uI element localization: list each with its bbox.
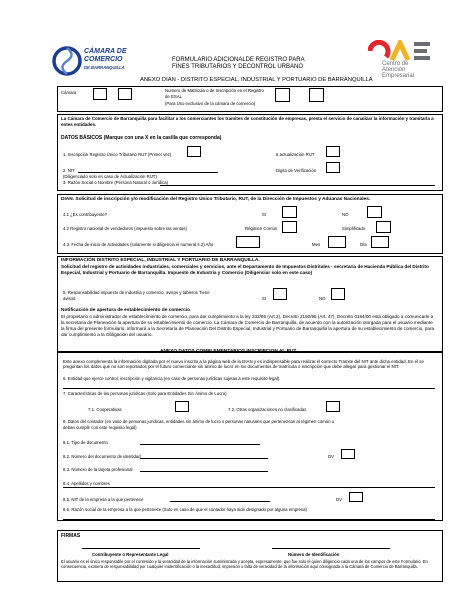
anexo-heading: ANEXO DATOS COMPLEMENTARIOS INSCRIPCION AL RUT [160,349,297,354]
camara-logo-line1: CÁMARA DE [84,48,127,55]
signer-label: Contribuyente o Representante Legal [92,552,169,557]
camara-logo-line2: COMERCIO [84,56,123,63]
anexo-item-71: 7.1. Cooperativas [88,407,122,412]
anexo-item-8-line2: deban cumplir con este requisito legal) [63,425,137,430]
dian-heading: DIAN. Solicitud de inscripción y/o modificación del Registro Único Tributario, RUT, de la Dirección de Impuestos y Aduanas Nacionales. [61,197,371,202]
matricula-input-1[interactable] [275,88,290,102]
q43-day-input[interactable] [371,236,389,248]
distrito-text: Solicitud del registro de actividades industriales, comerciales y servicios, ante el Departamento de Impuestos Distritales - secretaría de Hacienda Pública del Distrito Especial, Industrial y Portuario de Barranquilla. Impuesto de Industria y Comercio (Diligenciar solo en este caso) [61,264,429,275]
cae-logo-mark [368,40,440,62]
digito-label: Digito de Verificación [276,168,317,173]
item-1-label: 1. Inscripción Registro Único Tributario RUT (Primer vez) [63,152,172,157]
dv-label-2: DV [336,497,342,502]
anexo-item-6-line[interactable] [63,388,435,389]
matricula-input-2[interactable] [309,88,324,102]
razon-social-line[interactable] [160,185,435,186]
q5-no-checkbox[interactable] [331,288,345,300]
q5-label-1: 5. Responsabilidad impuesto de industria y comercio, avisos y tableros Tiene [63,290,210,295]
numero-documento-line[interactable] [140,458,268,459]
cae-logo-line3: Empresarial [382,73,415,79]
q41-label: 4.1 ¿Es contribuyente? [63,212,108,217]
q41-si-label: SI [262,212,267,217]
firmas-footer: El usuario es el único responsable por el contenido y la veracidad de la información suministrada y acepta, expresamente, que fue solo el quien diligencio cada una de los campos de este Formulario. En consecuencia, exonera de responsabilidad por cualquier inidentificación o la inexactitud, impresión o falta de veracidad de la información aquí consignada a la Cámara de Comercio de Barranquilla. [61,559,428,569]
anexo-item-6: 6. Entidad que ejerce control, inscripción y vigilancia (en caso de personas jurídicas sujetas a este requisito legal). [63,376,281,381]
q5-si-label: SI [262,296,267,301]
notificacion-text: El propietario o administrador de establecimiento de comercio, para dar cumplimiento a la ley 232/95 (Art.2), Decreto 2150/95 (Art. 47), Decreto 0154/00 está obligado a comunicarle a la secretaria de Planeación la apertura de su establecimiento de comercio. La Cámara de Comercio de Barranquilla, de acuerdo con la autorización otorgada para el usuario mediante la firma del presente formulario, informará a la Secretaría de Planeación Del Distrito Especial, Industrial y Portuario de Barranquilla la apertura de su establecimiento de comercio, para dar cumplimiento a la Obligación del usuario. [61,314,435,337]
anexo-item-86: 8.6. Razón social de la empresa a la que pertenece (Solo en caso de que el contador haya sido designado por alguna empresa) [63,507,307,512]
cae-logo-line2: Atención [382,67,406,73]
q43-label: 4.3. Fecha de inicio de actividades (solamente si diligencia el numeral 4.2) Año [63,242,214,247]
notificacion-heading: Notificación de apertura de establecimiento de comercio [61,308,191,313]
matricula-note: (Para Uso exclusivo de la cámara de comercio) [165,101,256,106]
signature-line[interactable] [82,548,200,549]
cae-logo [364,40,444,78]
dv-label-1: DV [328,454,334,459]
intro-text: La Cámara de Comercio de Barranquilla para facilitar a los comerciantes los tramites de constitución de empresas, presta el servicio de canalizar la información y tramitarla a entes entidades. [61,116,434,127]
camara-logo-line3: DE BARRANQUILLA [84,65,125,70]
item-2-label: 2. NIT [63,168,75,173]
tarjeta-profesional-line[interactable] [140,471,268,472]
dv-input-1[interactable] [341,449,355,459]
q5-no-label: NO [319,296,326,301]
form-title-line2: FINES TRIBUTARIOS Y DECONTROL URBANO [172,64,304,70]
nit-line[interactable] [78,172,218,173]
anexo-text: Este anexo complementa la información digitada por el nuevo inscrito a la página web de la DIAN y es indispensable para realizar el correcto Tramite del NIT ante dicha entidad. En él se preguntan los datos que no son reportados por el futuro comerciante sin ánimo de lucro en los documentos de matrícula o inscripción que debe allegar para gestionar el NIT. [63,359,424,370]
simplificado-checkbox[interactable] [376,221,391,233]
anexo-item-84: 8.4. Apellidos y nombres [63,481,110,486]
matricula-label-2: de ESAL [165,94,182,99]
item-3-label: 3. Razón Social o Nombre (Persona Natural o Jurídica) [63,180,169,185]
q41-no-checkbox[interactable] [367,206,382,218]
dia-label: Día [360,242,367,247]
dv-input-2[interactable] [349,492,363,502]
apellidos-line[interactable] [63,487,435,488]
regimen-comun-label: Régimen Común [245,226,278,231]
q41-si-checkbox[interactable] [282,206,297,218]
razon-social-empresa-line[interactable] [63,519,435,520]
id-line[interactable] [272,548,390,549]
item-1-checkbox[interactable] [187,146,201,157]
id-label: Número de Identificación [288,552,340,557]
anexo-item-81: 8.1. Tipo de documento [63,440,108,445]
datos-basicos-heading: DATOS BÁSICOS (Marque con una X en la casilla que corresponda) [61,135,222,141]
camara-label: Cámara [61,90,77,95]
otras-org-checkbox[interactable] [326,401,340,412]
distrito-heading: INFORMACIÓN DISTRITO ESPECIAL, INDUSTRIAL Y PORTUARIO DE BARRANQUILLA. [61,258,260,263]
anexo-item-72: 7.2. Otras organizaciones no clasificadas [228,407,307,412]
nit-empresa-line[interactable] [170,501,270,502]
q41-no-label: NO [342,212,349,217]
anexo-item-83: 8.3. Número de la tarjeta profesional [63,467,133,472]
mes-label: Mes [312,242,321,247]
cooperativas-checkbox[interactable] [175,401,189,412]
digito-input[interactable] [326,162,340,173]
item-6-label: 6 actualización RUT [276,152,315,157]
anexo-item-7: 7. Características de las personas jurídicas (Solo para Entidades Sin Ánimo de Lucro) [63,391,227,396]
cae-logo-line1: Centro de [382,61,409,67]
camara-input-2[interactable] [118,88,132,100]
anexo-item-82: 8.2. Número del documento de identidad [63,454,141,459]
camara-logo-mark [52,44,82,78]
form-subtitle: ANEXO DIAN - DISTRITO ESPECIAL, INDUSTRIAL Y PORTUARIO DE BARRANQUILLA [140,77,373,83]
anexo-item-8-line1: 8. Datos del contador (en vaso de personas jurídicas, entidades sin ánimo de lucro o personas naturales que pertenezcan al régimen común o [63,419,335,424]
item-2-note: (Diligenciado solo en caso de Actualización RUT) [63,174,157,179]
matricula-label-1: Numero de Matricula o de Inscripción en el Registro [165,88,264,93]
firmas-heading: FIRMAS [61,533,81,539]
q5-label-2: avisos: [63,296,77,301]
simplificado-label: Simplificado [342,226,366,231]
camara-input[interactable] [93,88,107,100]
tipo-documento-line[interactable] [140,444,260,445]
camara-logo [52,42,132,82]
q43-year-input[interactable] [236,236,260,248]
anexo-item-85: 8.5. NIT de la empresa a la que pertenece [63,497,144,502]
q42-label: 4.2 Registro nacional de vendedores (impuesto sobre las ventas) [63,226,187,231]
q43-month-input[interactable] [328,236,346,248]
regimen-comun-checkbox[interactable] [282,221,297,233]
item-6-checkbox[interactable] [326,146,340,157]
form-title-line1: FORMULARIO ADICIONALDE REGISTRO PARA [172,57,305,63]
q5-si-checkbox[interactable] [273,288,287,300]
